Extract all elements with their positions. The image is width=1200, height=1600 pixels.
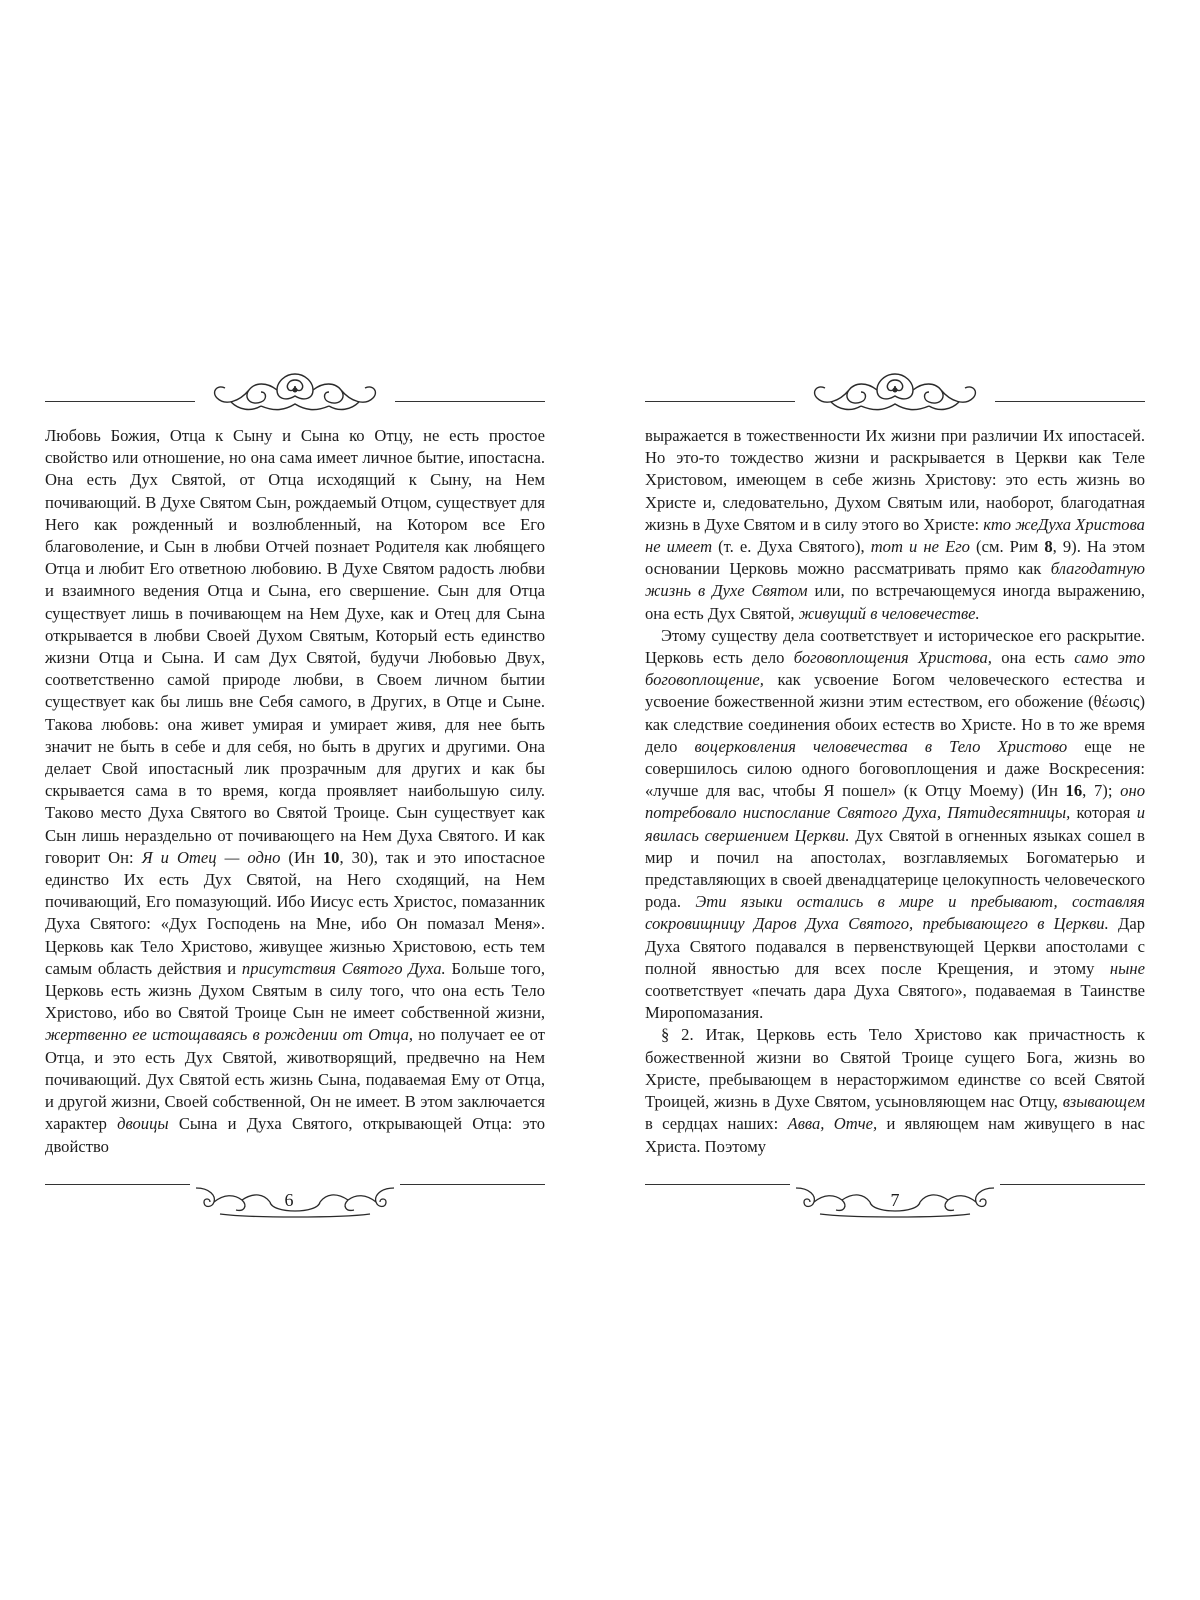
left-page	[45, 0, 545, 1600]
page-number: 6	[284, 1190, 294, 1210]
paragraph: § 2. Итак, Церковь есть Тело Христово как причастность к божественной жизни во Святой Троице сущего Бога, жизнь во Христе, пребывающем в нерасторжимом единстве со всей Святой Троицей, жизнь в Духе Святом, усыновляющем нас Отцу, взывающем в сердцах наших: Авва, Отче, и являющем нам живущего в нас Христа. Поэтому	[645, 1025, 1145, 1156]
page-number: 7	[890, 1190, 900, 1210]
paragraph: Любовь Божия, Отца к Сыну и Сына ко Отцу, не есть простое свойство или отношение, но она сама имеет личное бытие, ипостасна. Она есть Дух Святой, от Отца исходящий к Сыну, на Нем почивающий. В Духе Святом Сын, рождаемый Отцом, существует для Него как рожденный и возлюбленный, на Котором все Его благоволение, и Сын в любви Отчей познает Родителя как любящего Отца и любит Его ответною любовию. В Духе Святом радость любви и взаимного ведения Отца и Сына, его свершение. Сын для Отца существует лишь в почивающем на Нем Духе, как и Отец для Сына открывается в любви Своей Духом Святым, Который есть единство жизни Отца и Сына. И сам Дух Святой, будучи Любовью Двух, соответственно самой природе любви, в Своем личном бытии существует как бы лишь вне Себя самого, в Других, в Отце и Сыне. Такова любовь: она живет умирая и умирает живя, для нее быть значит не быть в себе и для себя, но быть в других и другими. Она делает Свой ипостасный лик прозрачным для других и как бы скрывается сама в то время, когда проявляет наибольшую силу. Таково место Духа Святого во Святой Троице. Сын существует как Сын лишь нераздельно от почивающего на Нем Духа Святого. И как говорит Он: Я и Отец — одно (Ин 10, 30), так и это ипостасное единство Их есть Дух Святой, на Него сходящий, на Нем почивающий, Его помазующий. Ибо Иисус есть Христос, помазанник Духа Святого: «Дух Господень на Мне, ибо Он помазал Меня». Церковь как Тело Христово, живущее жизнью Христовою, есть тем самым область действия и присутствия Святого Духа. Больше того, Церковь есть жизнь Духом Святым в силу того, что она есть Тело Христово, ибо во Святой Троице Сын не имеет собственной жизни, жертвенно ее истощаваясь в рождении от Отца, но получает ее от Отца, и это есть Дух Святой, животворящий, предвечно на Нем почивающий. Дух Святой есть жизнь Сына, подаваемая Ему от Отца, и другой жизни, Своей собственной, Он не имеет. В этом заключается характер двоицы Сына и Духа Святого, открывающей Отца: это двойство	[45, 426, 546, 1156]
paragraph: выражается в тожественности Их жизни при различии Их ипостасей. Но это-то тождество жизни и раскрывается в Церкви как Теле Христовом, имеющем в себе жизнь Христову: это есть жизнь во Христе и, следовательно, Духом Святым или, наоборот, благодатная жизнь в Духе Святом и в силу этого во Христе: кто жеДуха Христова не имеет (т. е. Духа Святого), тот и не Его (см. Рим 8, 9). На этом основании Церковь можно рассматривать прямо как благодатную жизнь в Духе Святом или, по встречающемуся иногда выражению, она есть Дух Святой, живущий в человечестве.	[645, 426, 1145, 623]
header-rule-right	[395, 401, 545, 402]
footer-ornament	[45, 1176, 545, 1216]
header-rule-left	[645, 401, 795, 402]
right-page	[645, 0, 1145, 1600]
flourish-ornament-icon	[205, 368, 385, 422]
header-rule-right	[995, 401, 1145, 402]
header-ornament	[45, 368, 545, 422]
paragraph: Этому существу дела соответствует и историческое его раскрытие. Церковь есть дело боговоплощения Христова, она есть само это боговоплощение, как усвоение Богом человеческого естества и усвоение божественной жизни этим естеством, его обожение (θέωσις) как следствие соединения обоих естеств во Христе. Но в то же время дело воцерковления человечества в Тело Христово еще не совершилось силою одного боговоплощения и даже Воскресения: «лучше для вас, чтобы Я пошел» (к Отцу Моему) (Ин 16, 7); оно потребовало ниспослание Святого Духа, Пятидесятницы, которая и явилась свершением Церкви. Дух Святой в огненных языках сошел в мир и почил на апостолах, возглавляемых Богоматерью и представляющих в своей двенадцатерице целокупность человеческого рода. Эти языки остались в мире и пребывают, составляя сокровищницу Даров Духа Святого, пребывающего в Церкви. Дар Духа Святого подавался в первенствующей Церкви апостолами с полной явностью для всех после Крещения, и этому ныне соответствует «печать дара Духа Святого», подаваемая в Таинстве Миропомазания.	[645, 625, 1146, 1023]
flourish-ornament-icon	[805, 368, 985, 422]
left-page-body	[45, 425, 545, 1158]
footer-ornament	[645, 1176, 1145, 1216]
header-ornament	[645, 368, 1145, 422]
header-rule-left	[45, 401, 195, 402]
right-page-body	[645, 425, 1145, 1158]
